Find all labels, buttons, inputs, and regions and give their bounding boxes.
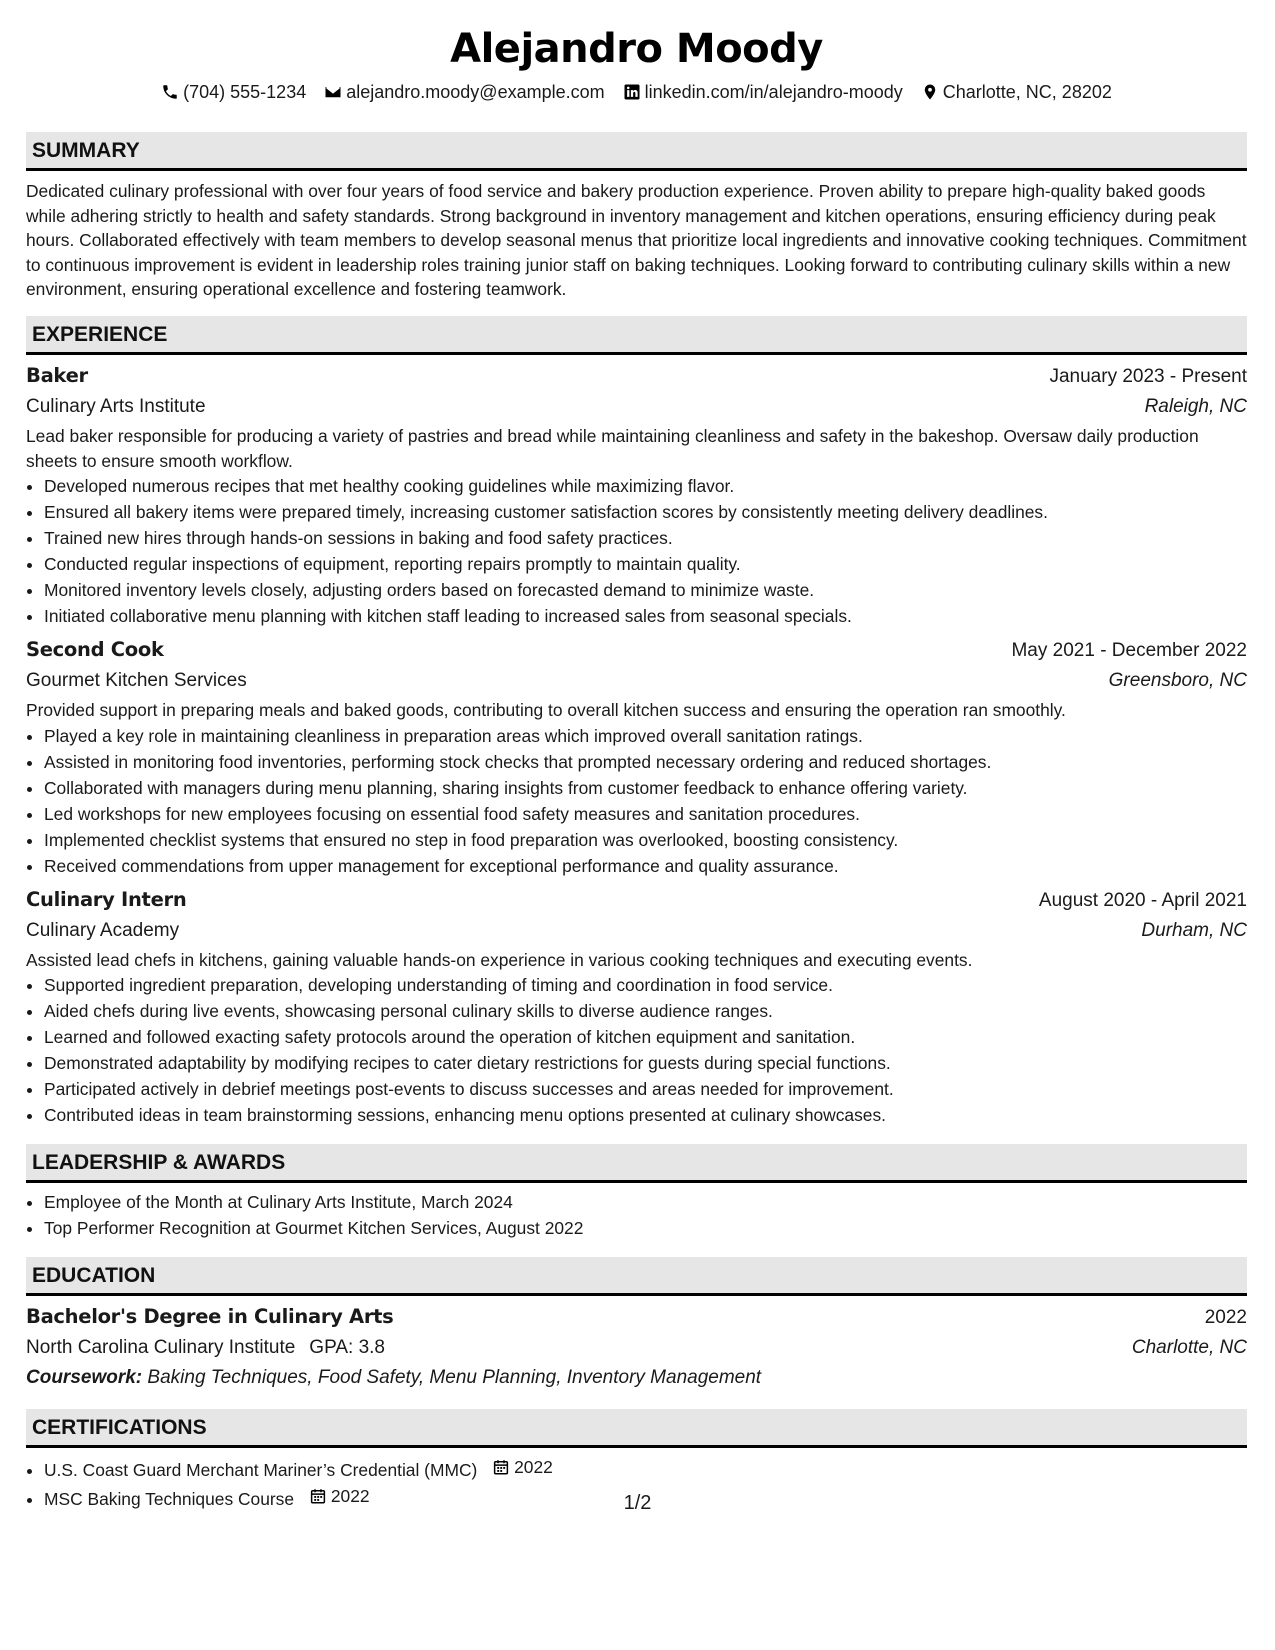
list-item: • Assisted in monitoring food inventories, performing stock checks that prompted necessary ordering and reduced shortages. xyxy=(44,749,1247,775)
coursework xyxy=(26,1363,1247,1393)
coursework-label: Coursework: xyxy=(26,1367,143,1389)
cert-name: MSC Baking Techniques Course xyxy=(44,1489,295,1510)
job-company: Gourmet Kitchen Services xyxy=(26,670,247,692)
gpa: GPA: 3.8 xyxy=(309,1337,385,1359)
job-dates: May 2021 - December 2022 xyxy=(1011,640,1247,662)
section-heading-leadership: LEADERSHIP & AWARDS xyxy=(26,1144,1247,1183)
job-bullets xyxy=(26,972,1247,1128)
job-bullets xyxy=(26,723,1247,879)
list-item: • Collaborated with managers during menu planning, sharing insights from customer feedback to enhance offering variety. xyxy=(44,775,1247,801)
email-text[interactable]: alejandro.moody@example.com xyxy=(346,82,605,102)
contact-linkedin[interactable] xyxy=(623,80,903,104)
section-heading-certifications: CERTIFICATIONS xyxy=(26,1409,1247,1448)
list-item: • Received commendations from upper management for exceptional performance and quality assurance. xyxy=(44,853,1247,879)
envelope-icon xyxy=(324,83,342,101)
list-item: • Played a key role in maintaining cleanliness in preparation areas which improved overall sanitation ratings. xyxy=(44,723,1247,749)
map-pin-icon xyxy=(921,83,939,101)
summary-text: Dedicated culinary professional with over four years of food service and bakery production experience. Proven ability to prepare high-quality baked goods while adhering strictly to health and safety standards. Strong background in inventory management and kitchen operations, ensuring efficiency during peak hours. Collaborated effectively with team members to develop seasonal menus that prioritize local ingredients and innovative cooking techniques. Commitment to continuous improvement is evident in leadership roles training junior staff on baking techniques. Looking forward to contributing culinary skills within a new environment, ensuring operational excellence and fostering teamwork. xyxy=(26,181,1247,300)
job-title: Baker xyxy=(26,363,88,387)
job-description: Provided support in preparing meals and baked goods, contributing to overall kitchen success and ensuring the operation ran smoothly. xyxy=(26,700,1066,721)
list-item: • Aided chefs during live events, showcasing personal culinary skills to diverse audience ranges. xyxy=(44,998,1247,1024)
job-location: Greensboro, NC xyxy=(1108,670,1247,692)
page-number: 1/2 xyxy=(623,1492,652,1514)
cert-name: U.S. Coast Guard Merchant Mariner’s Credential (MMC) xyxy=(44,1460,478,1481)
list-item: • Contributed ideas in team brainstorming sessions, enhancing menu options presented at culinary showcases. xyxy=(44,1102,1247,1128)
phone-icon xyxy=(161,83,179,101)
contact-location xyxy=(921,80,1112,104)
list-item: • Participated actively in debrief meetings post-events to discuss successes and areas needed for improvement. xyxy=(44,1076,1247,1102)
contact-phone xyxy=(161,80,306,104)
list-item: • Implemented checklist systems that ensured no step in food preparation was overlooked, boosting consistency. xyxy=(44,827,1247,853)
job-description: Assisted lead chefs in kitchens, gaining valuable hands-on experience in various cooking techniques and executing events. xyxy=(26,949,973,970)
cert-date: 2022 xyxy=(330,1486,370,1507)
list-item: • Demonstrated adaptability by modifying recipes to cater dietary restrictions for guests during special functions. xyxy=(44,1050,1247,1076)
list-item: • Top Performer Recognition at Gourmet Kitchen Services, August 2022 xyxy=(44,1215,1247,1241)
job-company: Culinary Arts Institute xyxy=(26,395,206,417)
list-item: • Learned and followed exacting safety protocols around the operation of kitchen equipment and sanitation. xyxy=(44,1024,1247,1050)
contact-bar xyxy=(26,80,1247,104)
job-dates: August 2020 - April 2021 xyxy=(1038,889,1247,911)
list-item: • Led workshops for new employees focusing on essential food safety measures and sanitation procedures. xyxy=(44,801,1247,827)
list-item: • Initiated collaborative menu planning with kitchen staff leading to increased sales from seasonal specials. xyxy=(44,603,1247,629)
section-heading-summary: SUMMARY xyxy=(26,132,1247,171)
degree-year: 2022 xyxy=(1204,1307,1247,1329)
school-name: North Carolina Culinary Institute xyxy=(26,1337,296,1359)
candidate-name: Alejandro Moody xyxy=(450,26,823,72)
calendar-icon xyxy=(492,1458,510,1476)
list-item: • Supported ingredient preparation, developing understanding of timing and coordination in food service. xyxy=(44,972,1247,998)
section-heading-education: EDUCATION xyxy=(26,1257,1247,1296)
list-item: • Trained new hires through hands-on sessions in baking and food safety practices. xyxy=(44,525,1247,551)
leadership-list xyxy=(26,1189,1247,1241)
list-item: • Monitored inventory levels closely, adjusting orders based on forecasted demand to minimize waste. xyxy=(44,577,1247,603)
location-text: Charlotte, NC, 28202 xyxy=(942,82,1112,102)
list-item: • Developed numerous recipes that met healthy cooking guidelines while maximizing flavor. xyxy=(44,473,1247,499)
job-entry xyxy=(26,635,1247,879)
job-location: Durham, NC xyxy=(1141,919,1247,941)
job-bullets xyxy=(26,473,1247,629)
section-heading-experience: EXPERIENCE xyxy=(26,316,1247,355)
linkedin-icon xyxy=(623,83,641,101)
list-item: • Ensured all bakery items were prepared timely, increasing customer satisfaction scores by consistently meeting delivery deadlines. xyxy=(44,499,1247,525)
cert-date: 2022 xyxy=(514,1457,553,1478)
list-item xyxy=(44,1454,1247,1483)
linkedin-text[interactable]: linkedin.com/in/alejandro-moody xyxy=(644,82,903,102)
education-entry xyxy=(26,1302,1247,1393)
list-item: • Conducted regular inspections of equipment, reporting repairs promptly to maintain quality. xyxy=(44,551,1247,577)
job-title: Culinary Intern xyxy=(26,887,187,911)
school-location: Charlotte, NC xyxy=(1131,1337,1247,1359)
job-entry xyxy=(26,885,1247,1129)
job-entry xyxy=(26,361,1247,629)
coursework-text: Baking Techniques, Food Safety, Menu Planning, Inventory Management xyxy=(147,1367,762,1389)
job-title: Second Cook xyxy=(26,638,164,662)
job-dates: January 2023 - Present xyxy=(1049,365,1247,387)
job-description: Lead baker responsible for producing a variety of pastries and bread while maintaining cleanliness and safety in the bakeshop. Oversaw daily production sheets to ensure smooth workflow. xyxy=(26,425,1199,471)
contact-email[interactable] xyxy=(324,80,604,104)
job-location: Raleigh, NC xyxy=(1144,395,1247,417)
phone-text: (704) 555-1234 xyxy=(183,82,307,102)
job-company: Culinary Academy xyxy=(26,919,180,941)
degree-title: Bachelor's Degree in Culinary Arts xyxy=(26,1305,394,1329)
list-item: • Employee of the Month at Culinary Arts Institute, March 2024 xyxy=(44,1189,1247,1215)
